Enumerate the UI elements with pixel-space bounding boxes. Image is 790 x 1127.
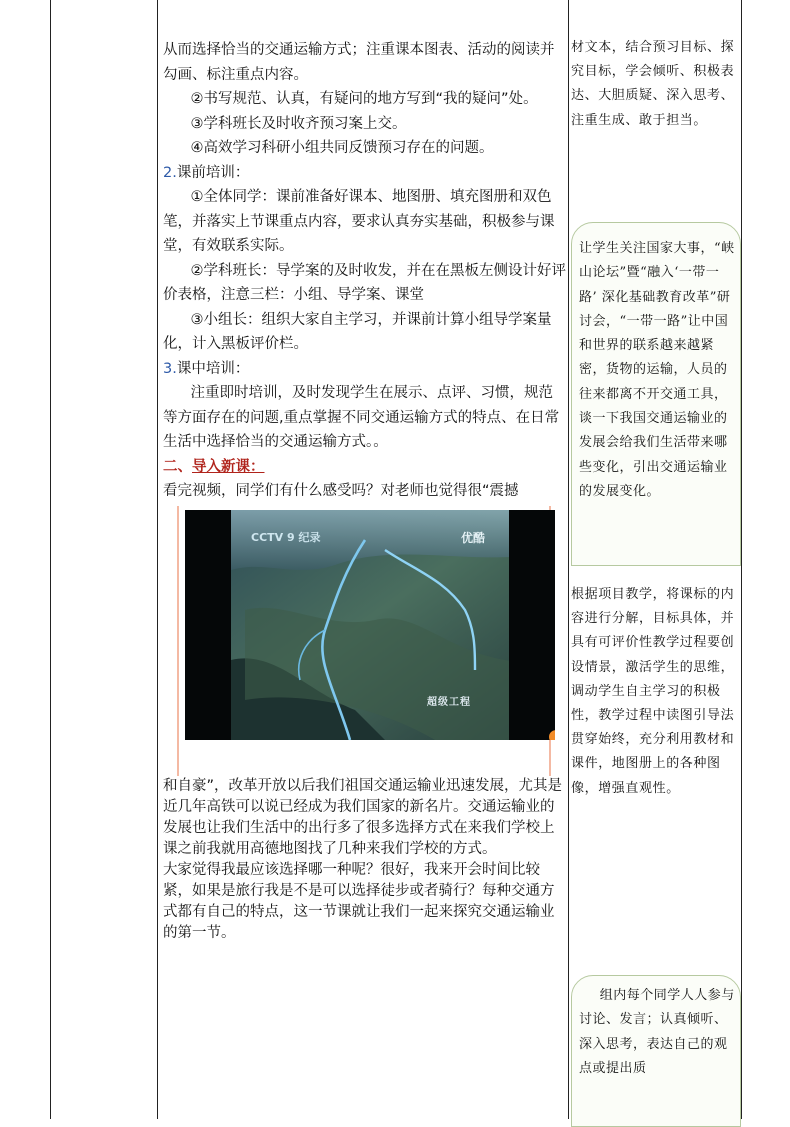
empty-left-cell bbox=[50, 0, 157, 1119]
comment-box-1-text: 让学生关注国家大事，“峡山论坛”暨“融入‘一带一路’ 深化基础教育改革”研讨会，“一带一路”让中国和世界的联系越来越紧密，货物的运输，人员的往来都离不开交通工具，谈一下我国交通运输业的发展会给我们生活带来哪些变化，引出交通运输业的发展变化。 bbox=[579, 241, 735, 499]
comment-box-2-text: 组内每个同学人人参与讨论、发言；认真倾听、深入思考，表达自己的观点或提出质 bbox=[579, 988, 735, 1076]
video-frame bbox=[177, 506, 551, 776]
table-border-col2 bbox=[568, 0, 569, 1119]
heading-pre-class bbox=[163, 161, 567, 186]
paragraph-6: ②学科班长：导学案的及时收发，并在在黑板左侧设计好评价表格，注意三栏：小组、导学案、课堂 bbox=[163, 262, 567, 303]
heading-pre-label: 课前培训： bbox=[176, 164, 250, 181]
comment-top bbox=[571, 36, 739, 133]
comment-top-text: 材文本，结合预习目标、探究目标，学会倾听、积极表达、大胆质疑、深入思考、注重生成、敢于担当。 bbox=[571, 40, 735, 128]
heading-in-number: 3. bbox=[163, 360, 177, 377]
paragraph-7: ③小组长：组织大家自主学习，并课前计算小组导学案量化，计入黑板评价栏。 bbox=[163, 311, 552, 352]
heading-in-label: 课中培训： bbox=[176, 360, 250, 377]
paragraph-4: ④高效学习科研小组共同反馈预习存在的问题。 bbox=[190, 140, 494, 156]
paragraph-2: ②书写规范、认真，有疑问的地方写到“我的疑问”处。 bbox=[190, 91, 538, 107]
table-border-right bbox=[741, 0, 742, 1119]
paragraph-5: ①全体同学：课前准备好课本、地图册、填充图册和双色笔，并落实上节课重点内容，要求认真夯实基础，积极参与课堂，有效联系实际。 bbox=[163, 189, 555, 254]
table-border-col1 bbox=[157, 0, 158, 1119]
paragraph-9: 看完视频，同学们有什么感受吗？对老师也觉得很“震撼 bbox=[163, 483, 519, 499]
comment-middle bbox=[571, 583, 739, 801]
heading-pre-number: 2. bbox=[163, 164, 177, 181]
heading-in-class bbox=[163, 357, 567, 382]
youku-logo: 优酷 bbox=[460, 530, 485, 545]
paragraph-1: 从而选择恰当的交通运输方式；注重课本图表、活动的阅读并勾画、标注重点内容。 bbox=[163, 42, 555, 83]
program-logo: 超级工程 bbox=[427, 697, 471, 708]
video-map-image bbox=[185, 510, 555, 740]
paragraph-10: 和自豪”，改革开放以后我们祖国交通运输业迅速发展，尤其是近几年高铁可以说已经成为我们国家的新名片。交通运输业的发展也让我们生活中的出行多了很多选择方式在来我们学校上课之前我就用高德地图找了几种来我们学校的方式。 bbox=[163, 777, 563, 857]
section-heading-intro bbox=[163, 455, 567, 480]
section-heading-title: 导入新课： bbox=[192, 458, 265, 475]
comment-middle-text: 根据项目教学，将课标的内容进行分解，目标具体，并具有可评价性教学过程要创设情景，激活学生的思维，调动学生自主学习的积极性，教学过程中读图引导法贯穿始终，充分利用教材和课件，地图册上的各种图像，增强直观性。 bbox=[571, 587, 735, 796]
paragraph-8: 注重即时培训，及时发现学生在展示、点评、习惯，规范等方面存在的问题,重点掌握不同交通运输方式的特点、在日常生活中选择恰当的交通运输方式。。 bbox=[163, 385, 560, 450]
video-player[interactable] bbox=[185, 510, 555, 740]
cctv-logo: CCTV 9 纪录 bbox=[251, 530, 321, 544]
paragraph-3: ③学科班长及时收齐预习案上交。 bbox=[190, 115, 407, 132]
main-content bbox=[163, 38, 567, 944]
comment-box-2 bbox=[571, 975, 741, 1127]
section-heading-prefix: 二、 bbox=[163, 458, 192, 475]
paragraph-11: 大家觉得我最应该选择哪一种呢？很好，我来开会时间比较紧，如果是旅行我是不是可以选择徒步或者骑行？每种交通方式都有自己的特点，这一节课就让我们一起来探究交通运输业的第一节。 bbox=[163, 861, 555, 941]
comment-box-1 bbox=[571, 222, 741, 566]
